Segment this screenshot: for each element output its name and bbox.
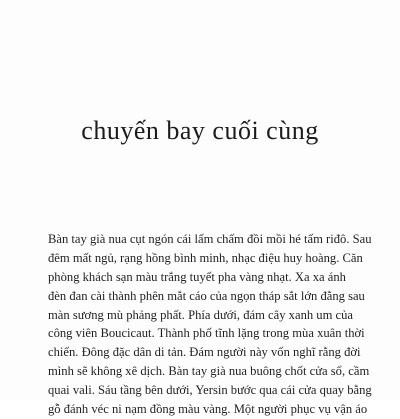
- text-line: quai vali. Sáu tầng bên dưới, Yersin bước qua cái cửa quay bằng: [48, 383, 372, 398]
- text-line: đèn đan cài thành phên mắt cáo của ngọn tháp sắt lớn đằng sau: [48, 288, 365, 303]
- chapter-title: chuyến bay cuối cùng: [81, 116, 319, 145]
- text-line: phòng khách sạn màu trắng tuyết pha vàng nhạt. Xa xa ánh: [48, 269, 346, 284]
- text-line: công viên Boucicaut. Thành phố tĩnh lặng trong mùa xuân thời: [48, 326, 365, 341]
- text-line: đêm mất ngủ, rạng hồng bình minh, nhạc điệu huy hoàng. Căn: [48, 250, 363, 265]
- text-line: mình sẽ không xê dịch. Bàn tay già nua buông chốt cửa sổ, cầm: [48, 364, 370, 379]
- body-paragraph: [48, 230, 372, 419]
- text-line: gỗ đánh véc ni nạm đồng màu vàng. Một người phục vụ vận áo: [48, 402, 368, 417]
- text-line: màn sương mù phảng phất. Phía dưới, đám cây xanh um của: [48, 307, 354, 322]
- text-line: chiến. Đông đặc dân di tản. Đám người này vốn nghĩ rằng đời: [48, 345, 361, 360]
- text-line: Bàn tay già nua cụt ngón cái lấm chấm đồi mồi hé tấm riđô. Sau: [48, 232, 372, 246]
